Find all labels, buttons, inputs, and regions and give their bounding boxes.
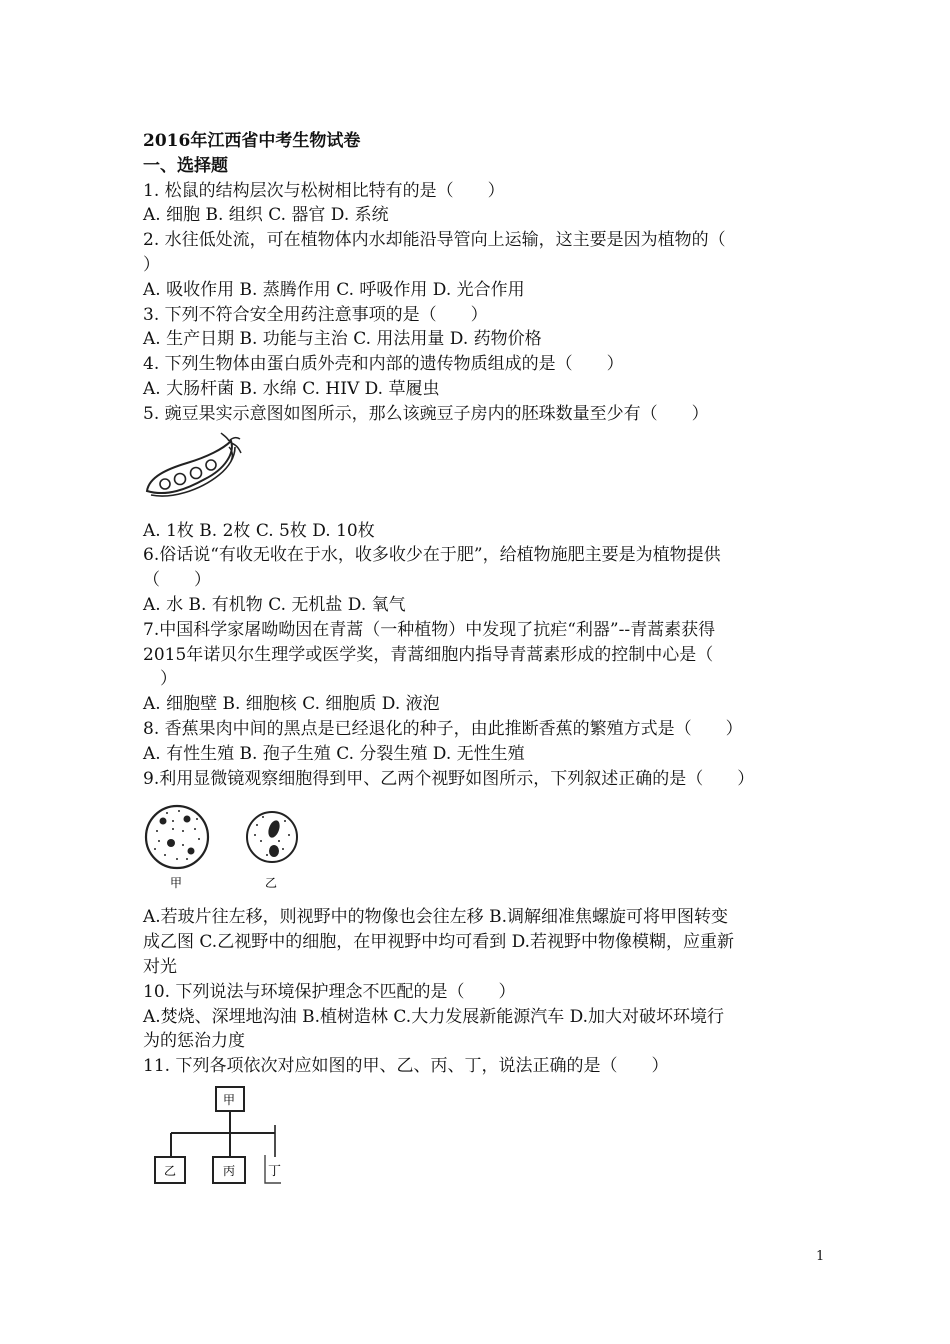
microscope-fields-illustration	[143, 795, 313, 895]
question-9: 9.利用显微镜观察细胞得到甲、乙两个视野如图所示，下列叙述正确的是（ ）	[143, 768, 755, 789]
question-3: 3. 下列不符合安全用药注意事项的是（ ）	[143, 304, 488, 325]
question-9-options-continued-2: 对光	[143, 956, 177, 977]
microscope-fields-figure	[143, 795, 843, 899]
field-label-yi: 乙	[265, 876, 278, 891]
exam-title: 2016年江西省中考生物试卷	[143, 131, 361, 151]
question-7-options: A. 细胞壁 B. 细胞核 C. 细胞质 D. 液泡	[143, 694, 440, 715]
node-label-yi: 乙	[164, 1163, 177, 1178]
question-2-options: A. 吸收作用 B. 蒸腾作用 C. 呼吸作用 D. 光合作用	[143, 279, 525, 300]
question-7-continued-2: ）	[143, 669, 177, 690]
pea-pod-figure	[143, 431, 843, 513]
question-4: 4. 下列生物体由蛋白质外壳和内部的遗传物质组成的是（ ）	[143, 354, 624, 375]
question-5-options: A. 1枚 B. 2枚 C. 5枚 D. 10枚	[143, 520, 375, 541]
node-label-jia: 甲	[223, 1092, 236, 1107]
question-5: 5. 豌豆果实示意图如图所示，那么该豌豆子房内的胚珠数量至少有（ ）	[143, 403, 709, 424]
question-10-options: A.焚烧、深埋地沟油 B.植树造林 C.大力发展新能源汽车 D.加大对破坏环境行	[143, 1006, 725, 1027]
question-6: 6.俗话说“有收无收在于水，收多收少在于肥”，给植物施肥主要是为植物提供	[143, 545, 721, 566]
question-9-options: A.若玻片往左移，则视野中的物像也会往左移 B.调解细准焦螺旋可将甲图转变	[143, 907, 728, 928]
question-11: 11. 下列各项依次对应如图的甲、乙、丙、丁，说法正确的是（ ）	[143, 1056, 669, 1077]
question-6-continued: （ ）	[143, 570, 211, 591]
question-10: 10. 下列说法与环境保护理念不匹配的是（ ）	[143, 981, 516, 1002]
field-label-jia: 甲	[170, 876, 183, 891]
question-3-options: A. 生产日期 B. 功能与主治 C. 用法用量 D. 药物价格	[143, 329, 542, 350]
question-8-options: A. 有性生殖 B. 孢子生殖 C. 分裂生殖 D. 无性生殖	[143, 743, 525, 764]
question-7: 7.中国科学家屠呦呦因在青蒿（一种植物）中发现了抗疟“利器”--青蒿素获得	[143, 619, 716, 640]
node-label-ding: 丁	[268, 1163, 282, 1179]
question-1-options: A. 细胞 B. 组织 C. 器官 D. 系统	[143, 205, 389, 226]
question-4-options: A. 大肠杆菌 B. 水绵 C. HIV D. 草履虫	[143, 378, 440, 399]
question-7-continued: 2015年诺贝尔生理学或医学奖，青蒿细胞内指导青蒿素形成的控制中心是（	[143, 644, 714, 665]
page-number: 1	[816, 1249, 825, 1264]
exam-content	[143, 129, 843, 1205]
question-10-options-continued: 为的惩治力度	[143, 1031, 245, 1052]
hierarchy-diagram	[143, 1083, 303, 1195]
section-heading: 一、选择题	[143, 155, 228, 176]
question-9-options-continued: 成乙图 C.乙视野中的细胞，在甲视野中均可看到 D.若视野中物像模糊，应重新	[143, 932, 735, 953]
question-1: 1. 松鼠的结构层次与松树相比特有的是（ ）	[143, 180, 505, 201]
node-label-bing: 丙	[223, 1163, 236, 1178]
question-6-options: A. 水 B. 有机物 C. 无机盐 D. 氧气	[143, 594, 406, 615]
question-2-continued: ）	[143, 254, 160, 275]
question-2: 2. 水往低处流，可在植物体内水却能沿导管向上运输，这主要是因为植物的（	[143, 230, 726, 251]
question-8: 8. 香蕉果肉中间的黑点是已经退化的种子，由此推断香蕉的繁殖方式是（ ）	[143, 718, 743, 739]
hierarchy-figure	[143, 1083, 843, 1199]
pea-pod-illustration	[143, 431, 243, 509]
